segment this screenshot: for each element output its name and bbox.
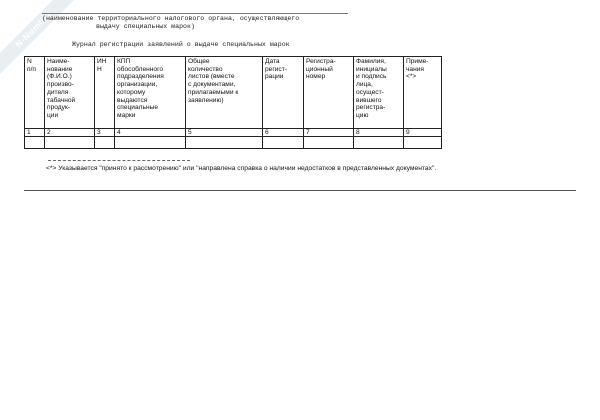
col-header-number: N п/п xyxy=(25,57,45,129)
column-number: 4 xyxy=(115,129,186,137)
signature-line xyxy=(42,13,348,14)
column-number: 7 xyxy=(304,129,354,137)
header-row xyxy=(25,57,442,129)
registration-journal-table xyxy=(24,56,442,149)
authority-caption-line1: (наименование территориального налогового органа, осуществляющего xyxy=(42,15,300,22)
col-header-inn: ИН Н xyxy=(95,57,115,129)
column-number: 6 xyxy=(263,129,304,137)
column-number: 8 xyxy=(354,129,404,137)
column-number: 2 xyxy=(45,129,95,137)
column-number: 3 xyxy=(95,129,115,137)
empty-entry-row xyxy=(25,137,442,149)
empty-cell xyxy=(25,137,45,149)
empty-cell xyxy=(186,137,263,149)
empty-cell xyxy=(95,137,115,149)
column-number-row xyxy=(25,129,442,137)
column-number: 5 xyxy=(186,129,263,137)
empty-cell xyxy=(263,137,304,149)
footnote-text: <*> Указывается "принято к рассмотрению" или "направлена справка о наличии недостатков в представленных документах". xyxy=(46,165,437,172)
column-number: 9 xyxy=(404,129,442,137)
empty-cell xyxy=(115,137,186,149)
authority-caption-line2: выдачу специальных марок) xyxy=(96,23,195,30)
col-header-registration-date: Дата регист- рации xyxy=(263,57,304,129)
empty-cell xyxy=(304,137,354,149)
column-number: 1 xyxy=(25,129,45,137)
journal-title: Журнал регистрации заявлений о выдаче специальных марок xyxy=(72,41,290,48)
col-header-registrar: Фамилия, инициалы и подпись лица, осущест- вившего регистра- цию xyxy=(354,57,404,129)
col-header-producer-name: Наиме- нование (Ф.И.О.) произво- дителя табачной продук- ции xyxy=(45,57,95,129)
page-bottom-rule xyxy=(24,190,576,191)
empty-cell xyxy=(354,137,404,149)
col-header-total-sheets: Общее количество листов (вместе с документами, прилагаемыми к заявлению) xyxy=(186,57,263,129)
footnote-separator xyxy=(48,160,190,161)
empty-cell xyxy=(404,137,442,149)
col-header-registration-number: Регистра- ционный номер xyxy=(304,57,354,129)
col-header-kpp: КПП обособленного подразделения организации, которому выдаются специальные марки xyxy=(115,57,186,129)
watermark-text: N-Number xyxy=(13,8,54,50)
empty-cell xyxy=(45,137,95,149)
col-header-notes: Приме- чания <*> xyxy=(404,57,442,129)
